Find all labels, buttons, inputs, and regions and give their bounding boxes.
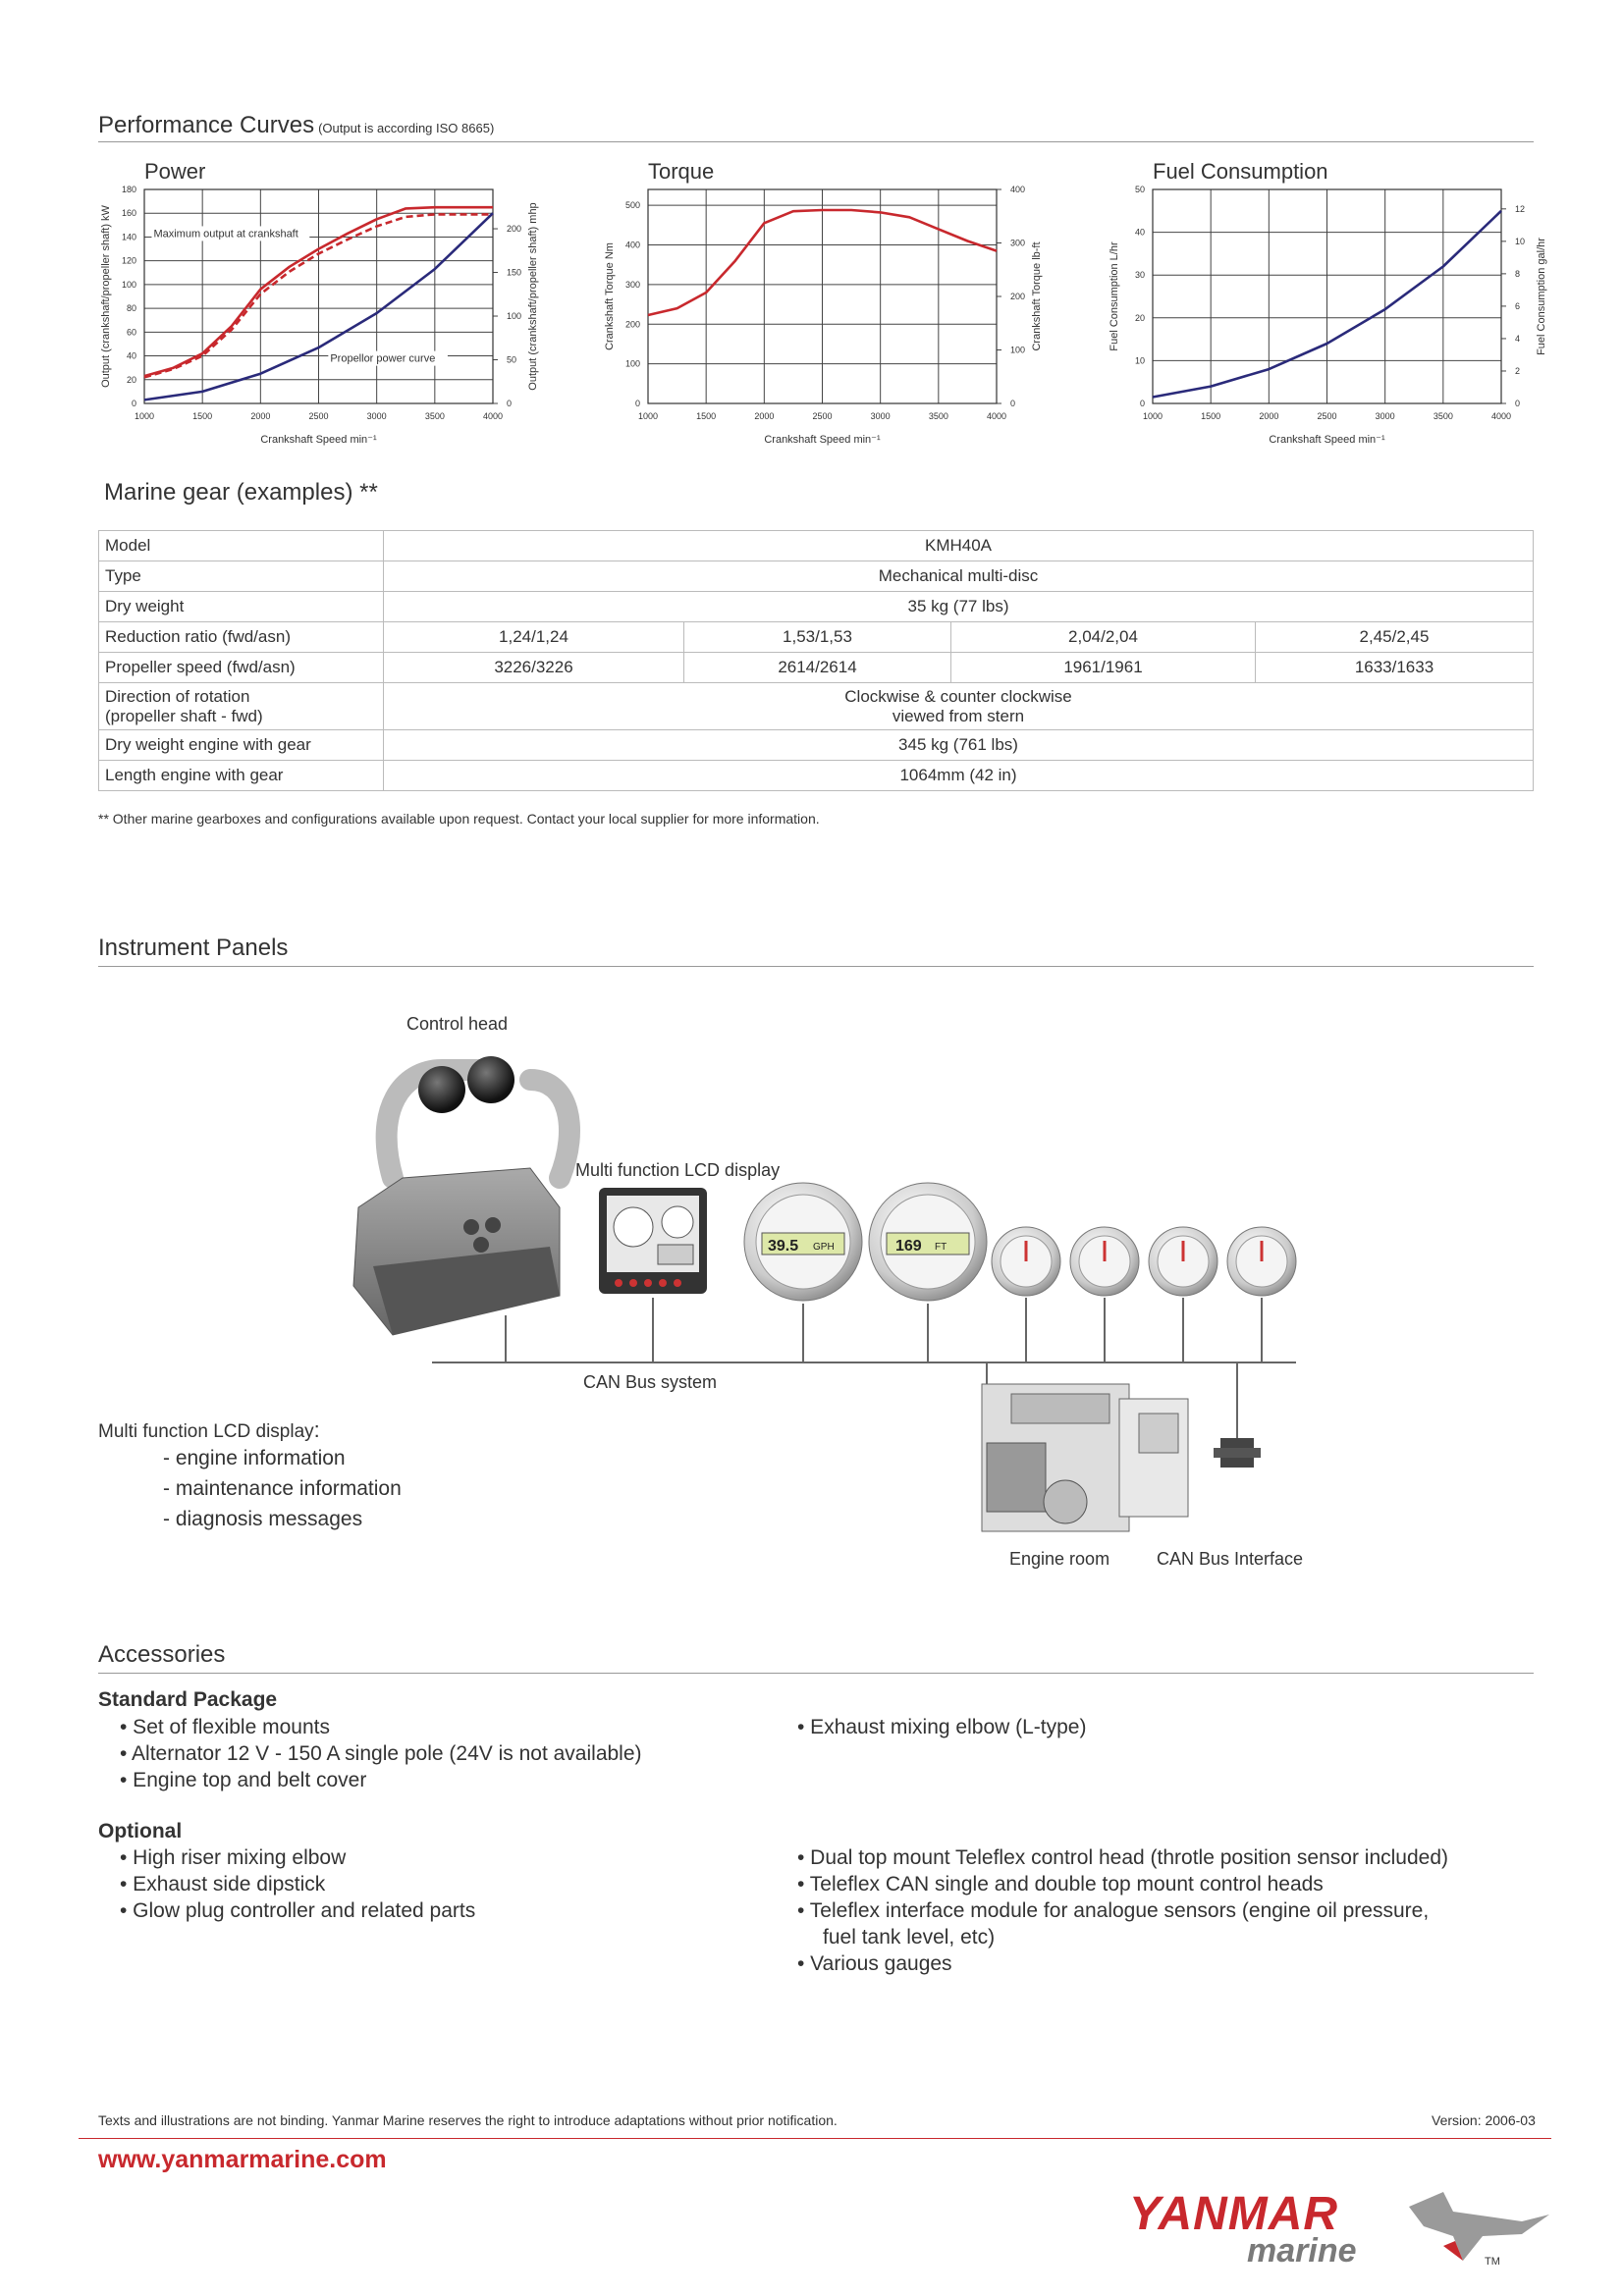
y-tick-label: 20 [126, 374, 136, 385]
torque-chart [597, 157, 1108, 461]
footer-divider [79, 2138, 1551, 2139]
y-tick-label: 60 [126, 327, 136, 338]
lcd-display-icon [599, 1188, 707, 1294]
x-tick-label: 3500 [928, 411, 948, 421]
chart-title: Fuel Consumption [1153, 159, 1328, 184]
x-axis-label: Crankshaft Speed min⁻¹ [260, 434, 377, 446]
y2-tick-label: 0 [507, 399, 513, 408]
y2-tick-label: 6 [1515, 300, 1521, 311]
y2-tick-label: 200 [1010, 292, 1026, 301]
list-item: • Set of flexible mounts [120, 1716, 330, 1738]
x-tick-label: 1000 [134, 411, 155, 421]
y-tick-label: 10 [1134, 355, 1145, 366]
section-title-instruments: Instrument Panels [98, 934, 289, 961]
y2-tick-label: 300 [1010, 238, 1026, 248]
analog-gauge-icon [992, 1227, 1296, 1296]
can-bus-label: CAN Bus system [583, 1372, 718, 1392]
y-tick-label: 80 [126, 303, 136, 314]
divider [98, 966, 1534, 967]
table-row: Type Mechanical multi-disc [99, 561, 1534, 592]
y-tick-label: 0 [1139, 399, 1145, 408]
website-link[interactable]: www.yanmarmarine.com [98, 2146, 387, 2173]
list-item: fuel tank level, etc) [823, 1926, 996, 1949]
divider [98, 1673, 1534, 1674]
x-axis-label: Crankshaft Speed min⁻¹ [1269, 434, 1385, 446]
y-tick-label: 400 [624, 240, 640, 250]
list-item: • Teleflex interface module for analogue sensors (engine oil pressure, [797, 1899, 1430, 1922]
table-row: Dry weight engine with gear 345 kg (761 lbs) [99, 730, 1534, 761]
list-item: - maintenance information [163, 1477, 402, 1500]
list-item: • Teleflex CAN single and double top mount control heads [797, 1873, 1324, 1896]
table-row: Length engine with gear 1064mm (42 in) [99, 761, 1534, 791]
section-title-gear: Marine gear (examples) ** [104, 479, 378, 506]
y-axis-label: Crankshaft Torque Nm [604, 242, 616, 350]
y2-axis-label: Fuel Consumption gal/hr [1536, 238, 1547, 355]
x-axis-label: Crankshaft Speed min⁻¹ [764, 434, 881, 446]
version: Version: 2006-03 [1432, 2112, 1536, 2128]
y2-tick-label: 0 [1515, 399, 1521, 408]
performance-subtitle: (Output is according ISO 8665) [318, 121, 495, 135]
x-tick-label: 3000 [870, 411, 891, 421]
lcd-display-label: Multi function LCD display [575, 1160, 781, 1180]
y-tick-label: 200 [624, 319, 640, 330]
list-item: - diagnosis messages [163, 1508, 363, 1530]
x-tick-label: 1000 [637, 411, 659, 421]
section-title-accessories: Accessories [98, 1641, 226, 1668]
table-row: Reduction ratio (fwd/asn) 1,24/1,24 1,53/1,53 2,04/2,04 2,45/2,45 [99, 622, 1534, 653]
gauge-depth-unit: FT [935, 1242, 947, 1253]
y2-tick-label: 100 [1010, 345, 1026, 355]
x-tick-label: 1500 [696, 411, 717, 421]
y-axis-label: Fuel Consumption L/hr [1109, 241, 1120, 351]
lcd-desc-title: Multi function LCD display: [98, 1417, 320, 1442]
table-row: Model KMH40A [99, 531, 1534, 561]
disclaimer: Texts and illustrations are not binding. Yanmar Marine reserves the right to introduce adaptations without prior notification. [98, 2112, 838, 2128]
list-item: • Engine top and belt cover [120, 1769, 367, 1791]
x-tick-label: 2500 [308, 411, 329, 421]
x-tick-label: 3000 [366, 411, 387, 421]
x-tick-label: 2000 [250, 411, 271, 421]
y-tick-label: 40 [126, 350, 136, 361]
gear-table [98, 530, 1534, 791]
y2-tick-label: 10 [1515, 236, 1526, 246]
list-item: • Exhaust side dipstick [120, 1873, 326, 1896]
divider [98, 141, 1534, 142]
control-head-icon [353, 1056, 569, 1335]
y-tick-label: 50 [1134, 185, 1145, 194]
chart-title: Power [144, 159, 206, 184]
y2-tick-label: 400 [1010, 185, 1026, 194]
x-tick-label: 2500 [1317, 411, 1337, 421]
gauge-fuel-value: 39.5 [768, 1238, 799, 1255]
section-title-performance: Performance Curves (Output is according ISO 8665) [98, 112, 495, 138]
table-row: Propeller speed (fwd/asn) 3226/3226 2614/2614 1961/1961 1633/1633 [99, 653, 1534, 683]
x-tick-label: 1500 [1201, 411, 1221, 421]
x-tick-label: 4000 [1490, 411, 1512, 421]
instrument-illustration [334, 1041, 1316, 1551]
can-interface-label: CAN Bus Interface [1157, 1549, 1304, 1569]
y2-axis-label: Crankshaft Torque lb-ft [1031, 241, 1043, 351]
y2-tick-label: 50 [507, 354, 517, 365]
list-item: • Alternator 12 V - 150 A single pole (24V is not available) [120, 1742, 642, 1765]
list-item: • Glow plug controller and related parts [120, 1899, 476, 1922]
table-row: Dry weight 35 kg (77 lbs) [99, 592, 1534, 622]
gauge-fuel-unit: GPH [813, 1242, 835, 1253]
y2-tick-label: 4 [1515, 333, 1521, 344]
x-tick-label: 4000 [986, 411, 1007, 421]
y2-tick-label: 100 [507, 311, 522, 322]
y2-tick-label: 8 [1515, 268, 1521, 279]
y-tick-label: 20 [1134, 312, 1145, 323]
y-tick-label: 30 [1134, 270, 1145, 281]
y2-axis-label: Output (crankshaft/propeller shaft) mhp [527, 202, 539, 391]
y2-tick-label: 150 [507, 267, 522, 278]
x-tick-label: 3000 [1375, 411, 1395, 421]
chart-annotation: Propellor power curve [330, 352, 436, 365]
y-tick-label: 40 [1134, 227, 1145, 238]
y-tick-label: 180 [121, 185, 136, 194]
y-tick-label: 100 [121, 279, 136, 290]
x-tick-label: 4000 [482, 411, 504, 421]
engine-icon [982, 1384, 1188, 1531]
y-tick-label: 300 [624, 279, 640, 290]
list-item: • Various gauges [797, 1952, 952, 1975]
chart-annotation: Maximum output at crankshaft [153, 228, 298, 240]
control-head-label: Control head [406, 1014, 509, 1034]
y-tick-label: 0 [634, 399, 640, 408]
y-tick-label: 100 [624, 358, 640, 369]
y-tick-label: 0 [131, 399, 136, 408]
yanmar-logo: YANMAR marine TM [1129, 2187, 1561, 2275]
x-tick-label: 1500 [192, 411, 213, 421]
y-tick-label: 140 [121, 232, 136, 242]
gear-note: ** Other marine gearboxes and configurations available upon request. Contact your local supplier for more information. [98, 811, 820, 827]
table-row: Direction of rotation (propeller shaft - fwd) Clockwise & counter clockwise viewed from stern [99, 683, 1534, 730]
x-tick-label: 2000 [754, 411, 775, 421]
bird-icon [1404, 2187, 1551, 2266]
y-axis-label: Output (crankshaft/propeller shaft) kW [100, 205, 112, 388]
list-item: • High riser mixing elbow [120, 1846, 347, 1869]
y2-tick-label: 12 [1515, 203, 1526, 214]
list-item: • Exhaust mixing elbow (L-type) [797, 1716, 1087, 1738]
standard-package-heading: Standard Package [98, 1688, 278, 1711]
y-tick-label: 500 [624, 200, 640, 211]
x-tick-label: 2500 [812, 411, 833, 421]
y-tick-label: 160 [121, 208, 136, 219]
y2-tick-label: 0 [1010, 399, 1016, 408]
y2-tick-label: 2 [1515, 365, 1521, 376]
optional-heading: Optional [98, 1820, 183, 1842]
y2-tick-label: 200 [507, 224, 522, 235]
fuel-chart [1102, 157, 1612, 461]
x-tick-label: 3500 [424, 411, 445, 421]
list-item: • Dual top mount Teleflex control head (throtle position sensor included) [797, 1846, 1449, 1869]
chart-title: Torque [648, 159, 715, 184]
gauge-depth-value: 169 [895, 1238, 922, 1255]
y-tick-label: 120 [121, 255, 136, 266]
digital-gauge-icon [869, 1183, 987, 1301]
x-tick-label: 1000 [1142, 411, 1163, 421]
digital-gauge-icon [744, 1183, 862, 1301]
x-tick-label: 2000 [1259, 411, 1279, 421]
can-interface-icon [1214, 1438, 1261, 1468]
x-tick-label: 3500 [1433, 411, 1453, 421]
list-item: - engine information [163, 1447, 346, 1469]
engine-room-label: Engine room [1009, 1549, 1110, 1569]
power-chart [93, 157, 604, 461]
